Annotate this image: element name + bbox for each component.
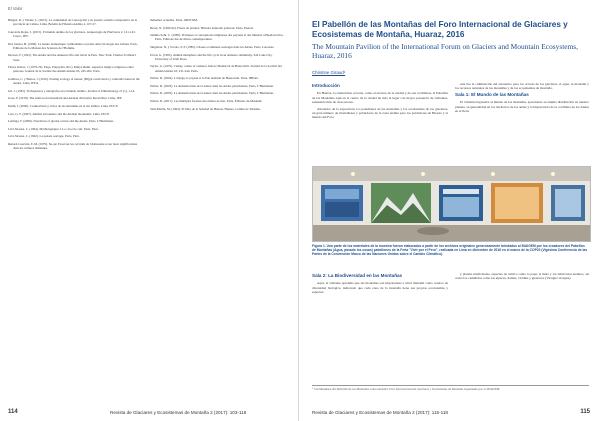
reference-entry: Dos Santos, B. (1996). La nature domestique: symbolisme et praxis dans l'écologie des Achuar. Paris, Éditions de la Maison des Sciences de l'Homme. [8,41,138,50]
journal-citation-left: Revista de Glaciares y Ecosistemas de Montaña 2 (2017): 103-118 [110,410,247,415]
left-page [0,0,299,421]
section-heading-intro: Introducción [312,83,340,88]
footnote: ¹ Coordinadora del Pabellón de las Montañas como miembro Foro Internacional de Glaciares y Ecosistemas de Montaña organizado por el INAIGEM. [312,385,589,392]
reference-entry: Gamboa, C. y Bastos, J. (2016). Feeling ecology of nature: (Hi)gn convivencia y contradicciones in the Andes. Lima, IFEA. [8,76,140,86]
paragraph: El visitante ingresaba al mundo de las montañas, apreciando su amplia distribución en nuestro planeta, su generalidad en los territorios de los andes y la importancia de la cordillera de los Andes en el Perú. [455,100,589,113]
body-column-3 [312,272,448,297]
running-head: El Valor [8,6,23,11]
reference-entry: Urton, G. (1985). Animal metaphors and the life cycle in an Andean community. Salt Lake City, University of Utah Press. [150,52,273,61]
reference-entry: Walter, D. (2005). La domestication de la nature dans les Andes péruviennes. Paris, L'Harmattan. [150,91,274,96]
reference-entry: Walter, D. (2003). La domestication de la nature dans les Andes péruviennes. Paris, L'Harmattan. [150,83,274,88]
article-title-spanish: El Pabellón de las Montañas del Foro Internacional de Glaciares y Ecosistemas de Montaña, Huaraz, 2016 [312,20,568,39]
reference-entry: indiennes actuelles. Paris, ORSTOM. [150,18,198,22]
section-heading-sala-1: Sala 1: El Mundo de las Montañas [455,92,529,98]
reference-entry: Izumi, I. (2000). Cosmovisión y ciclos de las montañas en el sur andino. Lima, PUCP. [8,103,118,108]
reference-entry: Lara, G. F. (2007). Animal encounters and the Andean mountains. Lima, PUCP. [8,111,110,116]
reference-entry: Sam-Martin, M. (1993). El libro de la Soledad de Huaraz. Huaraz, Comité de Turismo. [150,106,261,111]
reference-entry: Bingen, R. y Valdez, L. (2015). La comunidad de Concepción y su pasado: estudio comparativo en la provincia de Cañete, Lima. Boletín de Historia Andina 4, 107-27. [8,18,138,27]
paragraph: esta fue la culminación del encuentro para los actores de los glaciares, el agua, la montaña y los recursos naturales de las montañas y de los ecosistemas de montaña. [455,82,589,91]
body-column-1 [312,82,448,122]
reference-entry: Drewes, F. (1991). The Andes and the Amazon: life and travel in Peru. New York, Charles Scribner's Sons. [8,53,137,62]
body-column-2 [455,82,589,116]
reference-entry: Gil, J. (1981). Trabajadores y etnógrafos en el mundo andino. Journal of Ethnobiology 21 (1), 1-14. [8,88,136,93]
section-heading-sala-2: Sala 2: La Biodiversidad en las Montañas [312,273,403,278]
paragraph: En Huaraz, la ciudad más cercana, como el alcance de la ciudad y de sus cordilleras, el Pabellón de las Montañas aquí en el centro de la ciudad ha sido el lugar con mayor presencia de visitantes, reuniendo más de cien actores. [312,91,448,104]
reference-entry: Flores Ochoa, J. (1979-76). Enqa, Enqaychu, Illa y Khuya Rumi. Aspectos mágico religiosos entre pastores. Journal de la Société des Américanistes 63, 245-262. Paris. [8,65,134,74]
journal-citation-right: Revista de Glaciares y Ecosistemas de Montaña 2 (2017): 115-118 [312,410,448,415]
page-number: 114 [8,409,18,415]
folio-right [580,409,590,415]
exhibition-photo [312,166,591,242]
page-number: 115 [580,409,590,415]
reference-entry: Taylor, G. (1976). Camay, camac et camasca dans le Manuscrit de Huarochirí. Journal de la Société des Américanistes 63, 231-244. Paris. [150,64,282,73]
reference-entry: Lévi-Strauss, C. (1964). Mythologiques I. Le cru et le cuit. Paris, Plon. [8,126,99,131]
reference-entry: Cauvarde Rojas, J. (2015). El mundo andino de los glaciares. Arqueología de Pluriversa 2, 121-143. Cusco, IFN. [8,29,136,38]
reference-entry: Walter, D. (2002). L'alpaga, le paysan et le Pan national de Huascarán. Paris, IHEAL. [150,76,260,81]
references-column-b [150,18,286,114]
paragraph: y plantas medicinales, especies de cultivo como la papa, el maíz y los tubérculos andinos, así como los camélidos como las alpacas, llamas, vicuñas y guanacos (Vicugna vicugna). [455,272,589,281]
article-title-english: The Mountain Pavilion of the International Forum on Glaciers and Mountain Ecosystems, Huaraz, 2016 [312,42,579,60]
paragraph: Aquí, el visitante aprendía que las montañas son importantes a nivel mundial como centros de diversidad biológica, indicando que cada zona de la montaña tiene sus propios ecosistemas y especies. [312,281,448,294]
reference-entry: Singleton, N. y Tovalo, P. P. (1985). Chasse et animaux sauvages dans les Andes. Paris, Larousse. [150,44,275,49]
references-column-a [8,18,141,154]
reference-entry: Renard-Casevitz, F.-M. (1979). Su-qu: Essai sur les cervidés de l'Amazonie et sur leurs significations dans les cultures indiennes. [8,141,138,151]
paragraph: Alrededor de la exposición, los pabellones de las montañas y los ecosistemas de los glaciares, un gran número de montañeses y pobladores de la zona andina para los pobladores de Huaraz y el mundo del Foro. [312,106,448,120]
right-page [300,0,600,421]
reference-entry: Gose, P. (2018). The semi-social mountain and Andean discursive hierarchies. Lima, IEP. [8,96,122,101]
figure-caption: Figura 1. Una parte de los materiales de la muestra fueron elaborados a partir de los archivos originales generosamente brindados al INAIGEM por los creadores del Pabellón de Montañas (Agua, pasado los cosas) pabellones de la Feria "Vivir por el Perú", realizada en Lima en diciembre de 2016 en el marco de la COP20 (Vigésima Conferencia de las Partes de la Convención Marco de las Naciones Unidas sobre el Cambio Climático). [312,244,588,257]
reference-entry: Lettinga, F. (2009). Narratives of glacier retreat and the Andes. Paris, L'Harmattan. [8,119,114,124]
reference-entry: Sahlins-Sohr, C. (1985). Pratiques et conceptions religieuses des paysans et des mineurs à Huancavelica. Paris, Editions des Archives contemporaines. [150,33,284,42]
reference-entry: Revel, N. (1990-92). Fleurs de paroles: Histoire naturelle palawan. Paris, Peeters. [150,25,254,30]
reference-entry: Lévi-Strauss, C. (1962). La pensée sauvage. Paris, Plon. [8,134,80,139]
folio-left [8,409,18,415]
reference-entry: Walter, D. (2017). Les multiples facettes des étoiles de mer. Paris, Éditions du Muséum. [150,98,263,103]
author-link[interactable]: Christine Giraud¹ [312,70,346,75]
body-column-4 [455,272,589,283]
